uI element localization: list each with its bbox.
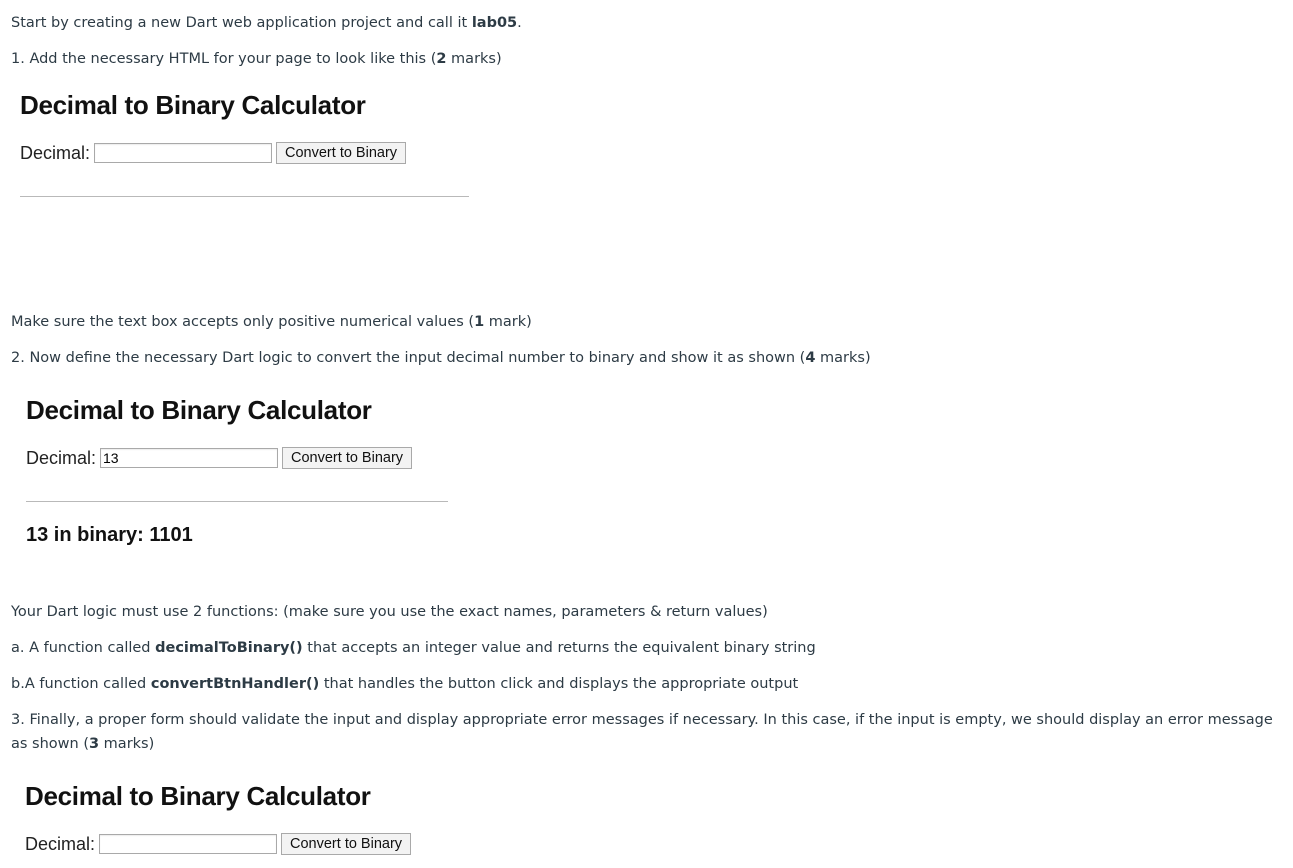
step2-marks-number: 4 bbox=[805, 350, 816, 366]
demo2-decimal-input[interactable]: 13 bbox=[100, 448, 278, 468]
demo3-convert-button[interactable]: Convert to Binary bbox=[281, 833, 411, 855]
demo2-convert-button[interactable]: Convert to Binary bbox=[282, 447, 412, 469]
step2-paragraph bbox=[11, 346, 871, 370]
demo3-decimal-label: Decimal: bbox=[25, 833, 96, 854]
demo-calculator-empty bbox=[20, 90, 480, 200]
demo2-decimal-label: Decimal: bbox=[26, 447, 97, 468]
demo3-decimal-input[interactable] bbox=[99, 834, 277, 854]
step1-marks-number: 2 bbox=[436, 51, 447, 67]
demo3-title: Decimal to Binary Calculator bbox=[25, 781, 371, 811]
step3-marks-end: marks) bbox=[99, 736, 155, 752]
function-b-suffix: that handles the button click and displays the appropriate output bbox=[319, 676, 799, 692]
intro-text: Start by creating a new Dart web application project and call it bbox=[11, 15, 472, 31]
demo1-divider bbox=[20, 196, 469, 197]
step1-text: 1. Add the necessary HTML for your page to look like this ( bbox=[11, 51, 437, 67]
demo2-title: Decimal to Binary Calculator bbox=[26, 395, 372, 425]
intro-end: . bbox=[517, 15, 522, 31]
demo1-convert-button[interactable]: Convert to Binary bbox=[276, 142, 406, 164]
project-name: lab05 bbox=[471, 15, 518, 31]
function-a-suffix: that accepts an integer value and returns the equivalent binary string bbox=[302, 640, 816, 656]
demo2-result-text: 13 in binary: 1101 bbox=[26, 524, 193, 546]
demo-calculator-result bbox=[26, 395, 466, 555]
function-a-name: decimalToBinary() bbox=[155, 640, 303, 656]
intro-paragraph bbox=[11, 11, 522, 35]
step2-marks-end: marks) bbox=[815, 350, 871, 366]
demo1-title: Decimal to Binary Calculator bbox=[20, 90, 366, 120]
demo-calculator-validation bbox=[25, 781, 465, 868]
positive-note-marks-end: mark) bbox=[484, 314, 532, 330]
step3-text: 3. Finally, a proper form should validate the input and display appropriate error messages if necessary. In this case, if the input is empty, we should display an error message as shown ( bbox=[11, 712, 1273, 752]
functions-intro: Your Dart logic must use 2 functions: (make sure you use the exact names, parameters & return values) bbox=[11, 604, 768, 620]
function-a-prefix: a. A function called bbox=[11, 640, 156, 656]
function-b-name: convertBtnHandler() bbox=[150, 676, 320, 692]
step1-marks-end: marks) bbox=[446, 51, 502, 67]
demo1-form-row bbox=[20, 142, 406, 164]
positive-note-paragraph bbox=[11, 310, 532, 334]
demo2-form-row bbox=[26, 447, 412, 469]
positive-note-text: Make sure the text box accepts only positive numerical values ( bbox=[11, 314, 475, 330]
step2-text: 2. Now define the necessary Dart logic to convert the input decimal number to binary and show it as shown ( bbox=[11, 350, 806, 366]
demo1-decimal-label: Decimal: bbox=[20, 142, 91, 163]
demo3-form-row bbox=[25, 833, 411, 855]
function-a-paragraph bbox=[11, 636, 816, 660]
step1-paragraph bbox=[11, 47, 502, 71]
step3-paragraph bbox=[11, 708, 1281, 756]
step3-marks-number: 3 bbox=[88, 736, 100, 752]
positive-note-marks-number: 1 bbox=[474, 314, 485, 330]
demo1-decimal-input[interactable] bbox=[94, 143, 272, 163]
function-b-paragraph bbox=[11, 672, 798, 696]
function-b-prefix: b.A function called bbox=[11, 676, 151, 692]
demo2-divider bbox=[26, 501, 448, 502]
